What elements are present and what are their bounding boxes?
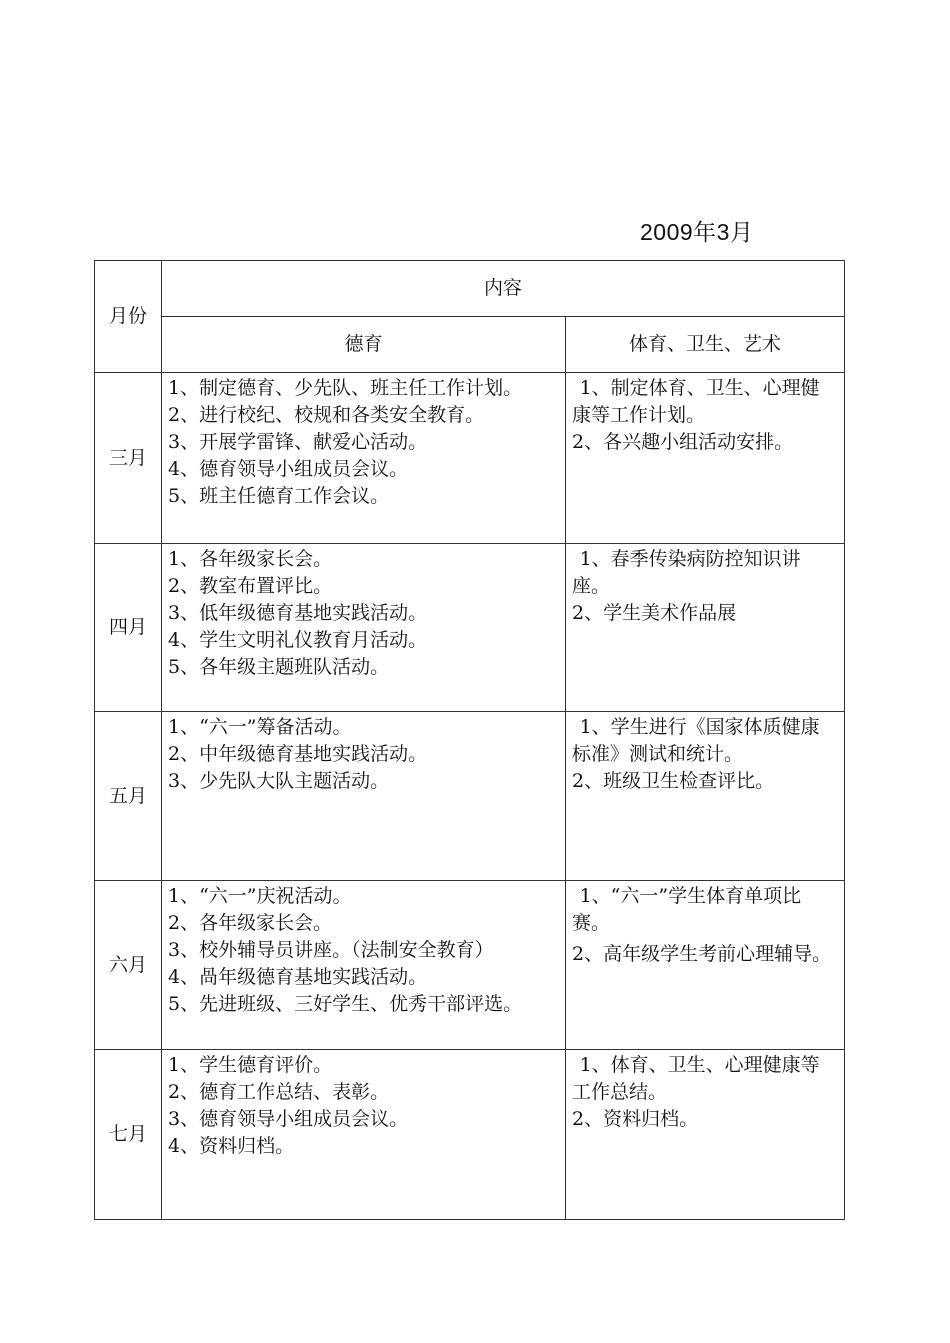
moral-cell	[162, 712, 566, 881]
table-row	[95, 881, 845, 1050]
sport-cell	[566, 544, 845, 712]
list-item: 1、“六一”筹备活动。	[168, 716, 352, 738]
list-item: 3、低年级德育基地实践活动。	[168, 602, 428, 624]
list-item: 2、各年级家长会。	[168, 912, 333, 934]
list-item: 4、资料归档。	[168, 1135, 295, 1157]
list-item: 4、咼年级德育基地实践活动。	[168, 966, 428, 988]
moral-cell	[162, 544, 566, 712]
moral-cell	[162, 373, 566, 544]
list-item: 1、“六一”学生体育单项比赛。	[572, 885, 802, 934]
list-item: 2、教室布置评比。	[168, 575, 333, 597]
list-item: 2、进行校纪、校规和各类安全教育。	[168, 404, 485, 426]
moral-cell	[162, 1050, 566, 1220]
sport-cell	[566, 881, 845, 1050]
list-item: 3、德育领导小组成员会议。	[168, 1108, 409, 1130]
month-cell: 四月	[95, 544, 162, 712]
list-item: 1、学生德育评价。	[168, 1054, 333, 1076]
list-item: 1、制定体育、卫生、心理健康等工作计划。	[572, 377, 820, 426]
list-item: 2、高年级学生考前心理辅导。	[572, 943, 832, 965]
list-item: 4、德育领导小组成员会议。	[168, 458, 409, 480]
list-item: 2、班级卫生检查评比。	[572, 770, 775, 792]
document-date: 2009年3月	[640, 219, 754, 245]
list-item: 1、制定德育、少先队、班主任工作计划。	[168, 377, 523, 399]
header-moral: 德育	[162, 317, 566, 373]
list-item: 2、学生美术作品展	[572, 602, 737, 624]
table-row	[95, 544, 845, 712]
header-content: 内容	[162, 261, 845, 317]
sport-cell	[566, 712, 845, 881]
list-item: 1、春季传染病防控知识讲座。	[572, 548, 801, 597]
header-month: 月份	[95, 261, 162, 373]
list-item: 5、班主任德育工作会议。	[168, 485, 390, 507]
list-item: 1、体育、卫生、心理健康等工作总结。	[572, 1054, 820, 1103]
table-row	[95, 712, 845, 881]
list-item: 1、各年级家长会。	[168, 548, 333, 570]
month-cell: 三月	[95, 373, 162, 544]
list-item: 5、各年级主题班队活动。	[168, 656, 390, 678]
list-item: 5、先进班级、三好学生、优秀干部评选。	[168, 993, 523, 1015]
sport-cell	[566, 373, 845, 544]
list-item: 4、学生文明礼仪教育月活动。	[168, 629, 428, 651]
month-cell: 七月	[95, 1050, 162, 1220]
list-item: 2、德育工作总结、表彰。	[168, 1081, 390, 1103]
list-item: 2、各兴趣小组活动安排。	[572, 431, 794, 453]
list-item: 1、学生进行《国家体质健康标准》测试和统计。	[572, 716, 820, 765]
header-sport: 体育、卫生、艺术	[566, 317, 845, 373]
list-item: 2、中年级德育基地实践活动。	[168, 743, 428, 765]
month-cell: 五月	[95, 712, 162, 881]
sport-cell	[566, 1050, 845, 1220]
month-cell: 六月	[95, 881, 162, 1050]
list-item: 3、少先队大队主题活动。	[168, 770, 390, 792]
monthly-plan-table	[94, 260, 845, 1220]
list-item: 1、“六一”庆祝活动。	[168, 885, 352, 907]
moral-cell	[162, 881, 566, 1050]
table-row	[95, 373, 845, 544]
list-item: 2、资料归档。	[572, 1108, 699, 1130]
list-item: 3、校外辅导员讲座。（法制安全教育）	[168, 939, 494, 961]
table-row	[95, 1050, 845, 1220]
list-item: 3、开展学雷锋、献爱心活动。	[168, 431, 428, 453]
